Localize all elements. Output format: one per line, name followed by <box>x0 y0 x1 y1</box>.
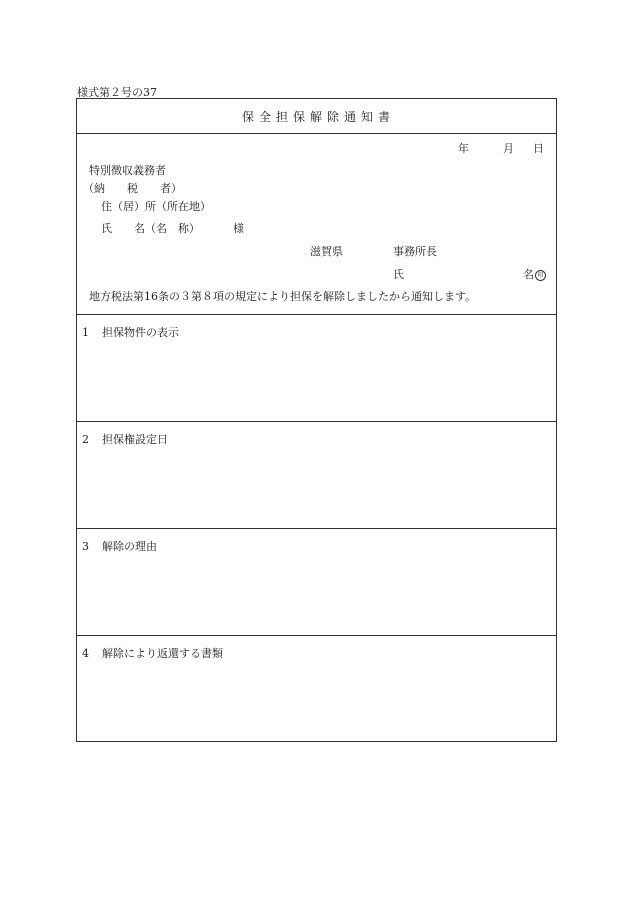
notice-form <box>76 98 557 742</box>
divider-4 <box>77 635 556 636</box>
name-label: 氏 名（名 称） <box>101 222 200 235</box>
section-3 <box>82 538 157 554</box>
section-4-number: 4 <box>82 647 89 660</box>
date-day-label: 日 <box>533 142 544 155</box>
section-1-number: 1 <box>82 326 89 339</box>
section-4 <box>82 645 223 661</box>
address-label: 住（居）所（所在地） <box>101 200 211 213</box>
section-3-number: 3 <box>82 540 89 553</box>
date-line <box>458 140 544 156</box>
notice-text: 地方税法第16条の３第８項の規定により担保を解除しましたから通知します。 <box>89 290 477 303</box>
section-2-number: 2 <box>82 433 89 446</box>
issuer-name-label-left: 氏 <box>393 268 404 281</box>
issuer-name-label-right <box>523 266 546 282</box>
section-4-label: 解除により返還する書類 <box>102 647 223 660</box>
form-number: 様式第２号の37 <box>77 86 157 99</box>
section-2-label: 担保権設定日 <box>102 433 168 446</box>
seal-icon: 印 <box>535 270 546 281</box>
issuer-name-label-right-text: 名 <box>523 268 534 281</box>
issuer-prefecture: 滋賀県 <box>310 245 343 258</box>
section-1 <box>82 324 179 340</box>
divider-1 <box>77 314 556 315</box>
document-title: 保全担保解除通知書 <box>241 110 395 124</box>
date-month-label: 月 <box>503 142 514 155</box>
recipient-role-alt: （納 税 者） <box>83 182 182 195</box>
divider-2 <box>77 421 556 422</box>
recipient-role: 特別徴収義務者 <box>89 164 166 177</box>
section-2 <box>82 431 168 447</box>
section-3-label: 解除の理由 <box>102 540 157 553</box>
divider-3 <box>77 528 556 529</box>
honorific: 様 <box>233 222 244 235</box>
title-row <box>77 99 556 134</box>
date-year-label: 年 <box>458 142 469 155</box>
section-1-label: 担保物件の表示 <box>102 326 179 339</box>
issuer-office-title: 事務所長 <box>393 245 437 258</box>
